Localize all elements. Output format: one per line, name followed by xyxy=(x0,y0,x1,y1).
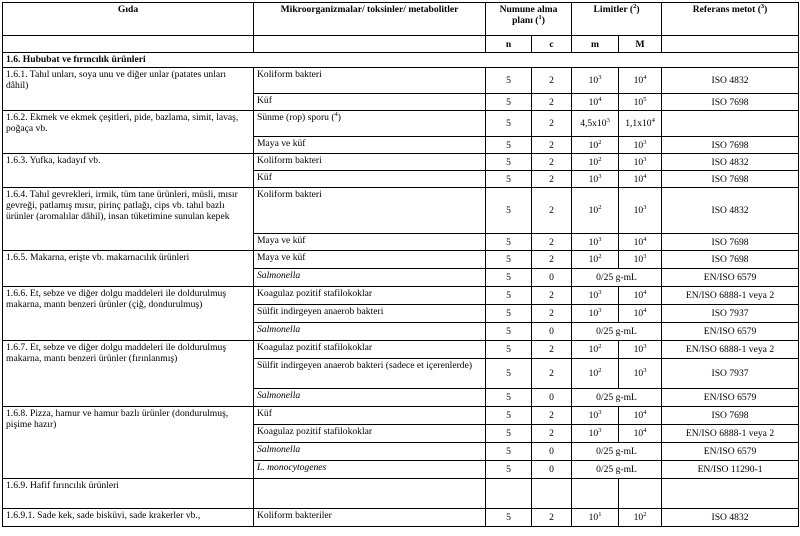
limits-footnote: 2 xyxy=(633,2,637,10)
limit-merged-cell: 0/25 g-mL xyxy=(572,269,662,287)
limit-base: 10 xyxy=(588,512,599,523)
limit-base: 10 xyxy=(588,96,599,108)
m-limit-cell xyxy=(572,341,619,359)
n-cell: 5 xyxy=(486,111,532,137)
empty-subheader-cell xyxy=(662,36,799,53)
microorganism-label: Koagulaz pozitif stafilokoklar xyxy=(257,288,373,299)
microorganism-footnote: 4 xyxy=(334,110,338,118)
M-limit-cell xyxy=(619,287,662,305)
limit-base: 10 xyxy=(633,308,644,319)
limit-exponent: 4 xyxy=(643,408,647,416)
n-cell: 5 xyxy=(486,251,532,269)
c-cell: 2 xyxy=(532,68,572,94)
limit-exponent: 3 xyxy=(643,366,647,374)
limits-column-header xyxy=(572,3,662,36)
limit-exponent: 3 xyxy=(643,155,647,163)
microorganism-label: Sülfit indirgeyen anaerob bakteri (sadece et içerenlerde) xyxy=(257,360,473,371)
microorganism-label: Küf xyxy=(257,172,272,183)
limit-exponent: 1 xyxy=(598,510,602,518)
limit-base: 10 xyxy=(633,254,644,265)
method-footnote: 3 xyxy=(760,2,765,10)
subheader-row xyxy=(3,36,799,53)
table-row xyxy=(3,188,799,234)
c-cell: 2 xyxy=(532,137,572,154)
table-row xyxy=(3,251,799,269)
reference-method-cell: ISO 4832 xyxy=(662,188,799,234)
n-cell: 5 xyxy=(486,94,532,111)
microorganism-cell xyxy=(254,251,486,269)
microorganism-cell xyxy=(254,341,486,359)
food-cell: 1.6.9. Hafif fırıncılık ürünleri xyxy=(3,479,254,509)
limit-base: 10 xyxy=(633,368,644,379)
m-limit-cell xyxy=(572,154,619,171)
c-cell: 2 xyxy=(532,359,572,389)
microorganism-cell xyxy=(254,509,486,527)
micro-column-header xyxy=(254,3,486,36)
c-cell: 2 xyxy=(532,509,572,527)
microorganism-cell xyxy=(254,389,486,407)
table-row xyxy=(3,68,799,94)
limit-exponent: 2 xyxy=(598,155,602,163)
limit-exponent: 4 xyxy=(598,95,602,103)
c-cell: 2 xyxy=(532,425,572,443)
limit-exponent: 3 xyxy=(598,172,602,180)
m-limit-cell xyxy=(572,425,619,443)
limit-base: 10 xyxy=(588,173,599,185)
food-cell: 1.6.2. Ekmek ve ekmek çeşitleri, pide, bazlama, simit, lavaş, poğaça vb. xyxy=(3,111,254,154)
n-cell: 5 xyxy=(486,305,532,323)
limit-exponent: 2 xyxy=(598,252,602,260)
c-cell: 0 xyxy=(532,461,572,479)
microorganism-label: Maya ve küf xyxy=(257,138,306,149)
reference-method-cell: ISO 4832 xyxy=(662,68,799,94)
microorganism-cell xyxy=(254,234,486,251)
limits-header-end: ) xyxy=(636,4,640,15)
m-limit-cell xyxy=(572,479,619,509)
reference-method-cell xyxy=(662,479,799,509)
M-limit-cell xyxy=(619,171,662,188)
limits-header-label: Limitler ( xyxy=(593,4,634,15)
microorganism-cell xyxy=(254,287,486,305)
limit-exponent: 2 xyxy=(598,138,602,146)
limit-exponent: 4 xyxy=(643,306,647,314)
limit-base: 10 xyxy=(588,410,599,421)
reference-method-cell: ISO 7698 xyxy=(662,137,799,154)
food-cell: 1.6.4. Tahıl gevrekleri, irmik, tüm tane ürünleri, müsli, mısır gevreği, patlamış mısır, pirinç patlağı, cips vb. tahıl bazlı ürünler (aromalılar dâhil), insan tüketimine sunulan kepek xyxy=(3,188,254,251)
microorganism-label: Salmonella xyxy=(257,270,301,281)
reference-method-cell: ISO 7698 xyxy=(662,94,799,111)
food-cell: 1.6.6. Et, sebze ve diğer dolgu maddeleri ile doldurulmuş makarna, mantı benzeri ürünler (çiğ, dondurulmuş) xyxy=(3,287,254,341)
c-cell xyxy=(532,479,572,509)
microorganism-label: Küf xyxy=(257,408,272,419)
limit-exponent: 2 xyxy=(643,510,647,518)
limit-base: 10 xyxy=(633,290,644,301)
reference-method-cell: ISO 7698 xyxy=(662,234,799,251)
reference-method-cell: EN/ISO 6888-1 veya 2 xyxy=(662,287,799,305)
M-limit-cell xyxy=(619,234,662,251)
c-cell: 2 xyxy=(532,234,572,251)
limit-base: 10 xyxy=(588,236,599,248)
reference-method-cell: EN/ISO 6579 xyxy=(662,389,799,407)
microorganism-label: Maya ve küf xyxy=(257,252,306,263)
M-subheader: M xyxy=(619,36,662,53)
limit-exponent: 3 xyxy=(598,288,602,296)
method-column-header xyxy=(662,3,799,36)
limit-exponent: 3 xyxy=(606,116,610,124)
microorganism-label: Maya ve küf xyxy=(257,235,306,246)
limit-base: 10 xyxy=(588,75,599,86)
limit-exponent: 5 xyxy=(643,95,647,103)
n-cell: 5 xyxy=(486,461,532,479)
n-cell: 5 xyxy=(486,359,532,389)
M-limit-cell xyxy=(619,341,662,359)
microorganism-cell xyxy=(254,111,486,137)
microorganism-label: Salmonella xyxy=(257,390,301,401)
table-row xyxy=(3,287,799,305)
limit-base: 10 xyxy=(633,156,644,168)
c-subheader: c xyxy=(532,36,572,53)
food-cell: 1.6.7. Et, sebze ve diğer dolgu maddeleri ile doldurulmuş makarna, mantı benzeri ürünler (fırınlanmış) xyxy=(3,341,254,407)
microorganism-cell xyxy=(254,94,486,111)
table-row xyxy=(3,341,799,359)
sampling-column-header xyxy=(486,3,572,36)
limit-merged-cell: 0/25 g-mL xyxy=(572,443,662,461)
limit-exponent: 3 xyxy=(598,306,602,314)
c-cell: 0 xyxy=(532,443,572,461)
M-limit-cell xyxy=(619,94,662,111)
sampling-header-label: Numune alma planı ( xyxy=(499,4,558,26)
n-cell: 5 xyxy=(486,509,532,527)
microorganism-label: L. monocytogenes xyxy=(257,462,327,473)
microbiological-criteria-table xyxy=(2,2,799,527)
limit-base: 10 xyxy=(588,368,599,379)
sampling-header-end: ) xyxy=(541,15,545,26)
M-limit-cell xyxy=(619,305,662,323)
m-limit-cell xyxy=(572,509,619,527)
limit-exponent: 4 xyxy=(643,288,647,296)
M-limit-cell xyxy=(619,68,662,94)
c-cell: 2 xyxy=(532,188,572,234)
microorganism-label: Koagulaz pozitif stafilokoklar xyxy=(257,342,373,353)
M-limit-cell xyxy=(619,188,662,234)
M-limit-cell xyxy=(619,407,662,425)
n-cell: 5 xyxy=(486,171,532,188)
limit-merged-cell: 0/25 g-mL xyxy=(572,461,662,479)
food-cell: 1.6.9.1. Sade kek, sade bisküvi, sade krakerler vb., xyxy=(3,509,254,527)
microorganism-label: Koliform bakteri xyxy=(257,189,322,200)
microorganism-cell xyxy=(254,359,486,389)
limit-merged-cell: 0/25 g-mL xyxy=(572,389,662,407)
header-row xyxy=(3,3,799,36)
reference-method-cell: ISO 7937 xyxy=(662,305,799,323)
microorganism-cell xyxy=(254,425,486,443)
limit-exponent: 3 xyxy=(643,203,647,211)
m-limit-cell xyxy=(572,188,619,234)
reference-method-cell: EN/ISO 6579 xyxy=(662,269,799,287)
table-row xyxy=(3,407,799,425)
reference-method-cell: EN/ISO 6888-1 veya 2 xyxy=(662,341,799,359)
reference-method-cell: EN/ISO 6888-1 veya 2 xyxy=(662,425,799,443)
limit-base: 10 xyxy=(633,139,644,151)
limit-exponent: 2 xyxy=(598,342,602,350)
section-title: 1.6. Hububat ve fırıncılık ürünleri xyxy=(3,53,799,68)
microorganism-footnote-end: ) xyxy=(337,112,341,123)
n-cell: 5 xyxy=(486,269,532,287)
empty-subheader-cell xyxy=(3,36,254,53)
c-cell: 2 xyxy=(532,111,572,137)
limit-exponent: 3 xyxy=(598,408,602,416)
m-limit-cell xyxy=(572,251,619,269)
c-cell: 2 xyxy=(532,171,572,188)
M-limit-cell xyxy=(619,154,662,171)
c-cell: 2 xyxy=(532,407,572,425)
food-cell: 1.6.1. Tahıl unları, soya unu ve diğer unlar (patates unları dâhil) xyxy=(3,68,254,111)
m-limit-cell xyxy=(572,94,619,111)
m-limit-cell xyxy=(572,287,619,305)
c-cell: 0 xyxy=(532,389,572,407)
limit-base: 10 xyxy=(633,410,644,421)
limit-exponent: 4 xyxy=(643,235,647,243)
food-cell: 1.6.8. Pizza, hamur ve hamur bazlı ürünler (dondurulmuş, pişime hazır) xyxy=(3,407,254,479)
n-cell: 5 xyxy=(486,154,532,171)
c-cell: 2 xyxy=(532,287,572,305)
limit-base: 10 xyxy=(633,75,644,86)
limit-base: 10 xyxy=(588,156,599,168)
c-cell: 2 xyxy=(532,154,572,171)
sampling-footnote: 1 xyxy=(538,13,542,21)
method-header-label: Referans metot ( xyxy=(692,4,761,15)
microorganism-cell xyxy=(254,188,486,234)
m-limit-cell xyxy=(572,111,619,137)
table-row xyxy=(3,509,799,527)
n-cell: 5 xyxy=(486,341,532,359)
M-limit-cell xyxy=(619,251,662,269)
reference-method-cell xyxy=(662,111,799,137)
n-subheader: n xyxy=(486,36,532,53)
M-limit-cell xyxy=(619,111,662,137)
limit-base: 10 xyxy=(633,428,644,439)
table-body xyxy=(3,68,799,527)
limit-exponent: 3 xyxy=(643,138,647,146)
limit-exponent: 2 xyxy=(598,203,602,211)
method-header-end: ) xyxy=(764,4,768,15)
m-limit-cell xyxy=(572,359,619,389)
limit-exponent: 3 xyxy=(643,252,647,260)
limit-base: 10 xyxy=(633,205,644,216)
reference-method-cell: EN/ISO 6579 xyxy=(662,443,799,461)
M-limit-cell xyxy=(619,359,662,389)
table-row xyxy=(3,154,799,171)
c-cell: 0 xyxy=(532,323,572,341)
reference-method-cell: EN/ISO 11290-1 xyxy=(662,461,799,479)
microorganism-label: Koliform bakteriler xyxy=(257,510,332,521)
microorganism-label: Koliform bakteri xyxy=(257,155,322,166)
microorganism-cell xyxy=(254,154,486,171)
reference-method-cell: ISO 7698 xyxy=(662,407,799,425)
microorganism-cell xyxy=(254,323,486,341)
microorganism-cell xyxy=(254,479,486,509)
microorganism-label: Sünme (rop) sporu ( xyxy=(257,112,335,123)
n-cell: 5 xyxy=(486,323,532,341)
limit-base: 10 xyxy=(633,344,644,355)
reference-method-cell: ISO 7698 xyxy=(662,251,799,269)
section-row xyxy=(3,53,799,68)
limit-base: 10 xyxy=(633,173,644,185)
n-cell: 5 xyxy=(486,68,532,94)
limit-base: 10 xyxy=(588,205,599,216)
empty-subheader-cell xyxy=(254,36,486,53)
limit-exponent: 3 xyxy=(643,342,647,350)
limit-base: 10 xyxy=(633,512,644,523)
microorganism-cell xyxy=(254,137,486,154)
c-cell: 2 xyxy=(532,94,572,111)
limit-merged-cell: 0/25 g-mL xyxy=(572,323,662,341)
microorganism-cell xyxy=(254,305,486,323)
food-column-header xyxy=(3,3,254,36)
limit-exponent: 4 xyxy=(643,172,647,180)
limit-exponent: 4 xyxy=(643,73,647,81)
microorganism-cell xyxy=(254,269,486,287)
c-cell: 2 xyxy=(532,341,572,359)
limit-exponent: 3 xyxy=(598,73,602,81)
limit-base: 10 xyxy=(588,290,599,301)
n-cell: 5 xyxy=(486,407,532,425)
c-cell: 2 xyxy=(532,251,572,269)
m-limit-cell xyxy=(572,305,619,323)
food-cell: 1.6.3. Yufka, kadayıf vb. xyxy=(3,154,254,188)
reference-method-cell: ISO 7698 xyxy=(662,171,799,188)
reference-method-cell: ISO 4832 xyxy=(662,154,799,171)
n-cell: 5 xyxy=(486,188,532,234)
limit-exponent: 4 xyxy=(651,116,655,124)
microorganism-label: Koagulaz pozitif stafilokoklar xyxy=(257,426,373,437)
microorganism-cell xyxy=(254,407,486,425)
table-row xyxy=(3,479,799,509)
m-limit-cell xyxy=(572,137,619,154)
microorganism-cell xyxy=(254,68,486,94)
m-limit-cell xyxy=(572,68,619,94)
M-limit-cell xyxy=(619,479,662,509)
limit-base: 10 xyxy=(588,139,599,151)
c-cell: 0 xyxy=(532,269,572,287)
microorganism-cell xyxy=(254,171,486,188)
m-limit-cell xyxy=(572,407,619,425)
microorganism-label: Salmonella xyxy=(257,324,301,335)
microorganism-cell xyxy=(254,461,486,479)
n-cell: 5 xyxy=(486,234,532,251)
m-limit-cell xyxy=(572,171,619,188)
m-limit-cell xyxy=(572,234,619,251)
microorganism-label: Salmonella xyxy=(257,444,301,455)
n-cell: 5 xyxy=(486,425,532,443)
reference-method-cell: ISO 7937 xyxy=(662,359,799,389)
limit-exponent: 2 xyxy=(598,366,602,374)
limit-exponent: 3 xyxy=(598,426,602,434)
M-limit-cell xyxy=(619,509,662,527)
n-cell: 5 xyxy=(486,389,532,407)
food-header-label: Gıda xyxy=(117,4,139,15)
n-cell: 5 xyxy=(486,443,532,461)
n-cell: 5 xyxy=(486,137,532,154)
micro-header-label: Mikroorganizmalar/ toksinler/ metabolitler xyxy=(280,4,459,15)
microorganism-label: Küf xyxy=(257,95,272,106)
limit-base: 10 xyxy=(588,254,599,265)
food-cell: 1.6.5. Makarna, erişte vb. makarnacılık ürünleri xyxy=(3,251,254,287)
limit-base: 10 xyxy=(588,344,599,355)
M-limit-cell xyxy=(619,137,662,154)
n-cell xyxy=(486,479,532,509)
table-row xyxy=(3,111,799,137)
reference-method-cell: ISO 4832 xyxy=(662,509,799,527)
microorganism-label: Koliform bakteri xyxy=(257,69,322,80)
n-cell: 5 xyxy=(486,287,532,305)
limit-base: 10 xyxy=(633,236,644,248)
limit-base: 10 xyxy=(633,96,644,108)
limit-base: 10 xyxy=(588,428,599,439)
limit-exponent: 4 xyxy=(643,426,647,434)
reference-method-cell: EN/ISO 6579 xyxy=(662,323,799,341)
M-limit-cell xyxy=(619,425,662,443)
limit-base: 4,5x10 xyxy=(580,118,607,129)
m-subheader: m xyxy=(572,36,619,53)
limit-exponent: 3 xyxy=(598,235,602,243)
microorganism-cell xyxy=(254,443,486,461)
limit-base: 10 xyxy=(588,308,599,319)
c-cell: 2 xyxy=(532,305,572,323)
limit-base: 1,1x10 xyxy=(625,118,652,129)
microorganism-label: Sülfit indirgeyen anaerob bakteri xyxy=(257,306,384,317)
